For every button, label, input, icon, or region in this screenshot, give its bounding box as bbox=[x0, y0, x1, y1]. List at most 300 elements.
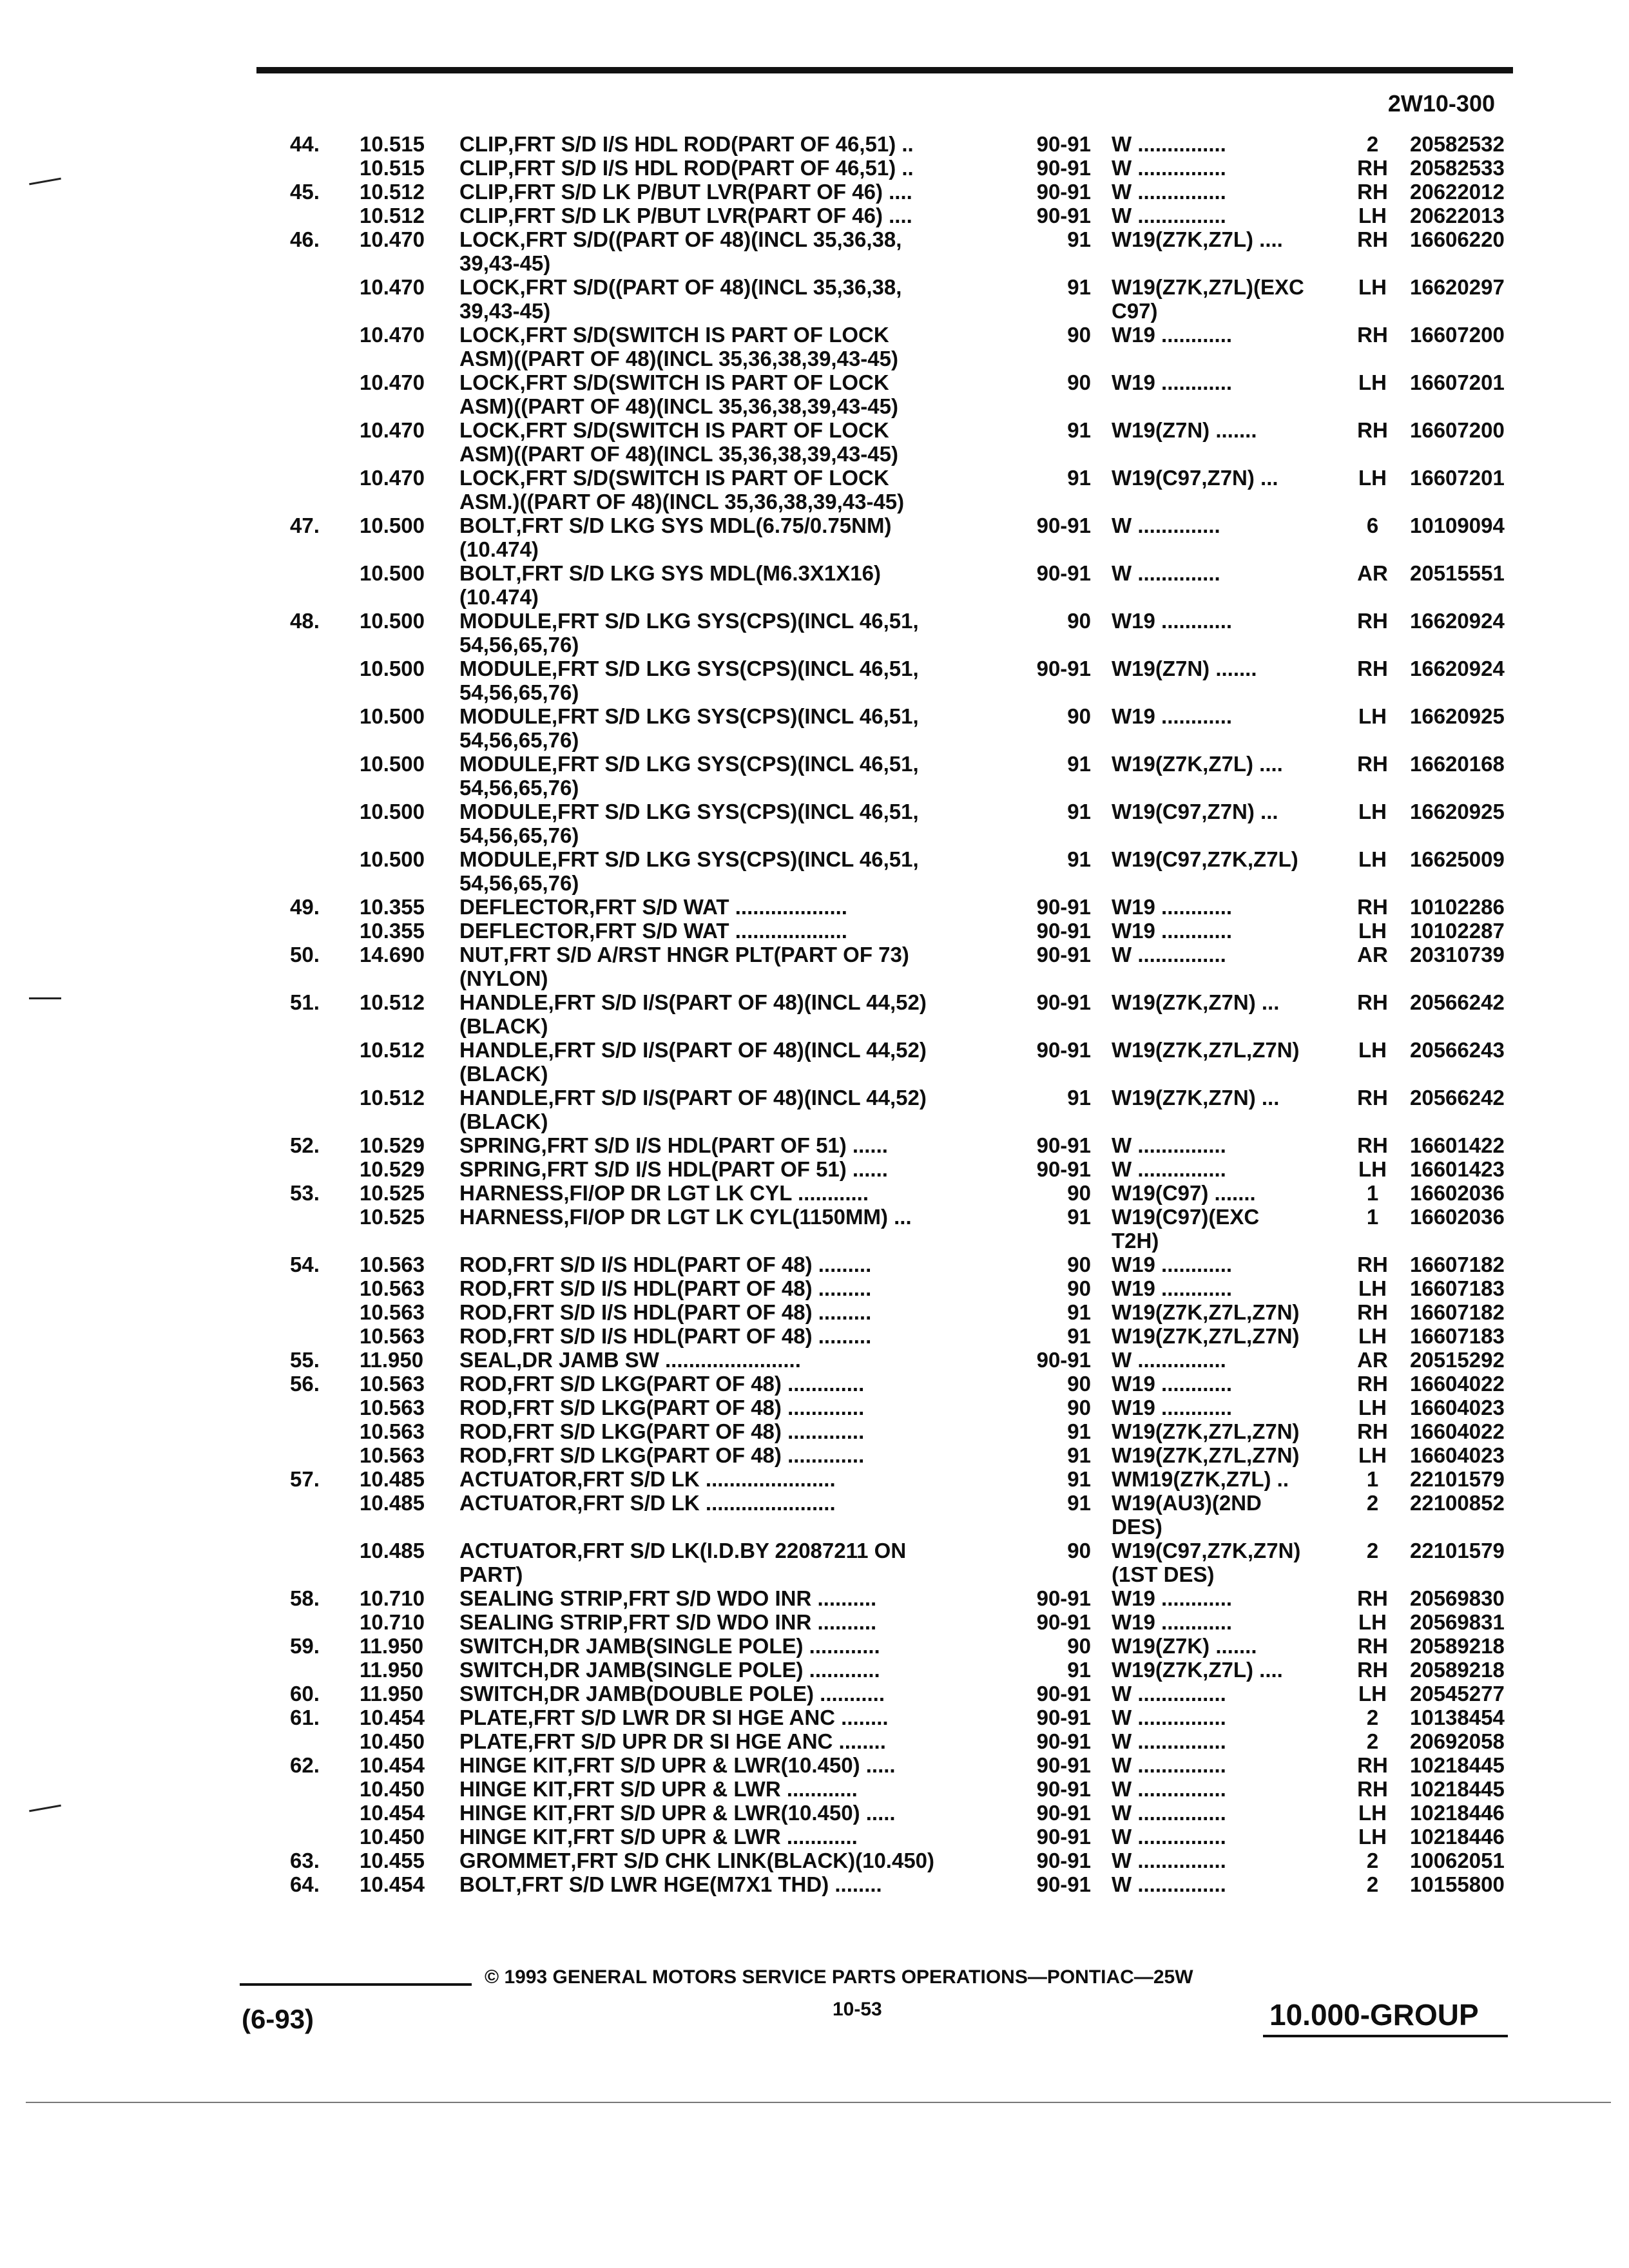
model-series: W19(Z7K,Z7L)(EXC C97) bbox=[1112, 275, 1304, 323]
quantity: 2 bbox=[1366, 1491, 1379, 1515]
parts-row bbox=[0, 1086, 1629, 1133]
quantity: LH bbox=[1358, 370, 1387, 394]
part-name: CLIP bbox=[459, 180, 508, 204]
parts-row bbox=[0, 1682, 1629, 1706]
part-description: ,FI/OP DR LGT LK CYL(1150MM) ... bbox=[563, 1205, 912, 1229]
model-years: 91 bbox=[1067, 1658, 1091, 1682]
group-code: 10.500 bbox=[360, 752, 425, 776]
part-description: ,FRT S/D LKG SYS(CPS)(INCL 46,51, 54,56,65,76) bbox=[459, 609, 919, 657]
model-series: W ............... bbox=[1112, 1348, 1226, 1372]
part-description: ,FRT S/D LK ...................... bbox=[577, 1491, 836, 1515]
part-number: 16620924 bbox=[1410, 657, 1505, 680]
part-description: ,FRT S/D UPR & LWR ............ bbox=[566, 1825, 858, 1849]
quantity: RH bbox=[1357, 895, 1388, 919]
item-number: 62. bbox=[290, 1753, 320, 1777]
group-code: 11.950 bbox=[360, 1634, 424, 1658]
parts-row bbox=[0, 1038, 1629, 1086]
quantity: 1 bbox=[1366, 1205, 1379, 1229]
part-number: 16607182 bbox=[1410, 1253, 1505, 1276]
part-description: ,FRT S/D WDO INR .......... bbox=[622, 1610, 877, 1634]
parts-row bbox=[0, 1181, 1629, 1205]
part-number: 20566242 bbox=[1410, 1086, 1505, 1110]
model-years: 90-91 bbox=[1036, 990, 1091, 1014]
parts-row bbox=[0, 752, 1629, 800]
part-number: 20566243 bbox=[1410, 1038, 1505, 1062]
model-series: W ............... bbox=[1112, 180, 1226, 204]
part-number: 10062051 bbox=[1410, 1849, 1505, 1872]
model-years: 90-91 bbox=[1036, 1777, 1091, 1801]
part-description: ,FRT S/D LKG SYS MDL(6.75/0.75NM) (10.474) bbox=[459, 514, 892, 561]
part-description: ,FRT S/D I/S HDL(PART OF 48) ......... bbox=[506, 1253, 872, 1276]
model-years: 91 bbox=[1067, 466, 1091, 490]
model-years: 90-91 bbox=[1036, 204, 1091, 227]
group-code: 10.500 bbox=[360, 704, 425, 728]
group-code: 10.515 bbox=[360, 132, 425, 156]
part-name: PLATE bbox=[459, 1729, 528, 1753]
group-code: 10.500 bbox=[360, 657, 425, 680]
part-name: SEAL bbox=[459, 1348, 517, 1372]
parts-row bbox=[0, 156, 1629, 180]
parts-row bbox=[0, 1753, 1629, 1777]
model-series: W .............. bbox=[1112, 514, 1220, 537]
part-number: 16607183 bbox=[1410, 1276, 1505, 1300]
quantity: RH bbox=[1357, 1777, 1388, 1801]
part-name: BOLT bbox=[459, 1872, 516, 1896]
model-years: 90-91 bbox=[1036, 1706, 1091, 1729]
part-name: HINGE KIT bbox=[459, 1801, 567, 1825]
quantity: 2 bbox=[1366, 1539, 1379, 1562]
quantity: RH bbox=[1357, 1586, 1388, 1610]
part-description: ,FRT S/D I/S(PART OF 48)(INCL 44,52) (BLACK) bbox=[459, 1086, 927, 1133]
part-number: 16602036 bbox=[1410, 1205, 1505, 1229]
parts-row bbox=[0, 1801, 1629, 1825]
part-name: DEFLECTOR bbox=[459, 919, 590, 943]
part-name: NUT bbox=[459, 943, 503, 966]
item-number: 54. bbox=[290, 1253, 320, 1276]
part-name: GROMMET bbox=[459, 1849, 571, 1872]
group-code: 10.563 bbox=[360, 1443, 425, 1467]
model-series: W19(Z7K,Z7N) ... bbox=[1112, 990, 1280, 1014]
model-series: W19(Z7K,Z7L) .... bbox=[1112, 227, 1283, 251]
part-number: 16604022 bbox=[1410, 1372, 1505, 1396]
group-code: 10.710 bbox=[360, 1586, 425, 1610]
part-description: ,DR JAMB(SINGLE POLE) ............ bbox=[543, 1634, 880, 1658]
quantity: AR bbox=[1357, 1348, 1388, 1372]
parts-row bbox=[0, 227, 1629, 275]
group-code: 10.500 bbox=[360, 561, 425, 585]
part-number: 10102286 bbox=[1410, 895, 1505, 919]
parts-row bbox=[0, 1157, 1629, 1181]
part-description: ,FRT S/D LK P/BUT LVR(PART OF 46) .... bbox=[508, 180, 912, 204]
part-name: ROD bbox=[459, 1372, 507, 1396]
group-code: 10.470 bbox=[360, 323, 425, 347]
part-number: 16620168 bbox=[1410, 752, 1505, 776]
group-code: 11.950 bbox=[360, 1682, 424, 1706]
part-number: 10218446 bbox=[1410, 1825, 1505, 1849]
part-description: ,FRT S/D LK(I.D.BY 22087211 ON PART) bbox=[459, 1539, 907, 1586]
part-description: ,DR JAMB(DOUBLE POLE) ........... bbox=[543, 1682, 885, 1706]
part-name: HARNESS bbox=[459, 1205, 564, 1229]
model-years: 90-91 bbox=[1036, 1157, 1091, 1181]
parts-row bbox=[0, 1443, 1629, 1467]
model-years: 90 bbox=[1067, 1253, 1091, 1276]
part-number: 20545277 bbox=[1410, 1682, 1505, 1706]
model-years: 90-91 bbox=[1036, 1753, 1091, 1777]
model-years: 91 bbox=[1067, 800, 1091, 823]
model-series: W19 ............ bbox=[1112, 609, 1233, 633]
model-series: W ............... bbox=[1112, 1706, 1226, 1729]
item-number: 58. bbox=[290, 1586, 320, 1610]
parts-row bbox=[0, 1276, 1629, 1300]
footer-group: 10.000-GROUP bbox=[1269, 1998, 1479, 2032]
part-number: 20589218 bbox=[1410, 1634, 1505, 1658]
footer-rule-bottom bbox=[1263, 2035, 1508, 2037]
model-years: 90-91 bbox=[1036, 943, 1091, 966]
model-years: 90-91 bbox=[1036, 1729, 1091, 1753]
part-name: HANDLE bbox=[459, 1086, 548, 1110]
model-series: W19(Z7N) ....... bbox=[1112, 418, 1257, 442]
model-series: W19(Z7K,Z7L,Z7N) bbox=[1112, 1324, 1300, 1348]
quantity: RH bbox=[1357, 752, 1388, 776]
parts-row bbox=[0, 847, 1629, 895]
parts-row bbox=[0, 1467, 1629, 1491]
quantity: LH bbox=[1358, 275, 1387, 299]
part-description: ,FRT S/D LK ...................... bbox=[577, 1467, 836, 1491]
model-series: W19 ............ bbox=[1112, 1610, 1233, 1634]
model-years: 90-91 bbox=[1036, 895, 1091, 919]
part-name: HINGE KIT bbox=[459, 1777, 567, 1801]
part-description: ,FRT S/D LKG SYS(CPS)(INCL 46,51, 54,56,65,76) bbox=[459, 657, 919, 704]
group-code: 10.454 bbox=[360, 1706, 425, 1729]
quantity: RH bbox=[1357, 657, 1388, 680]
part-name: SWITCH bbox=[459, 1634, 544, 1658]
model-series: W19 ............ bbox=[1112, 704, 1233, 728]
quantity: RH bbox=[1357, 1086, 1388, 1110]
parts-row bbox=[0, 1539, 1629, 1586]
quantity: RH bbox=[1357, 1372, 1388, 1396]
model-series: W ............... bbox=[1112, 1753, 1226, 1777]
model-series: W19 ............ bbox=[1112, 895, 1233, 919]
model-years: 90-91 bbox=[1036, 1610, 1091, 1634]
part-name: ROD bbox=[459, 1324, 507, 1348]
part-description: ,FRT S/D UPR & LWR ............ bbox=[566, 1777, 858, 1801]
model-series: W19 ............ bbox=[1112, 323, 1233, 347]
group-code: 10.485 bbox=[360, 1539, 425, 1562]
model-years: 90 bbox=[1067, 704, 1091, 728]
item-number: 47. bbox=[290, 514, 320, 537]
part-description: ,FRT S/D LKG(PART OF 48) ............. bbox=[506, 1419, 865, 1443]
item-number: 45. bbox=[290, 180, 320, 204]
model-years: 90 bbox=[1067, 1181, 1091, 1205]
quantity: LH bbox=[1358, 1276, 1387, 1300]
group-code: 10.563 bbox=[360, 1396, 425, 1419]
model-years: 90-91 bbox=[1036, 657, 1091, 680]
part-name: ROD bbox=[459, 1443, 507, 1467]
quantity: LH bbox=[1358, 1610, 1387, 1634]
part-description: ,FRT S/D I/S HDL(PART OF 48) ......... bbox=[506, 1324, 872, 1348]
quantity: 2 bbox=[1366, 1872, 1379, 1896]
model-series: W19 ............ bbox=[1112, 1253, 1233, 1276]
part-description: ,FRT S/D(SWITCH IS PART OF LOCK ASM.)((PART OF 48)(INCL 35,36,38,39,43-45) bbox=[459, 466, 905, 514]
group-code: 10.454 bbox=[360, 1801, 425, 1825]
parts-row bbox=[0, 1634, 1629, 1658]
part-description: ,FRT S/D UPR & LWR(10.450) ..... bbox=[566, 1801, 896, 1825]
quantity: RH bbox=[1357, 1753, 1388, 1777]
model-series: W19(Z7K) ....... bbox=[1112, 1634, 1257, 1658]
model-years: 90-91 bbox=[1036, 919, 1091, 943]
item-number: 49. bbox=[290, 895, 320, 919]
parts-row bbox=[0, 1491, 1629, 1539]
model-series: W19(C97,Z7K,Z7L) bbox=[1112, 847, 1298, 871]
group-code: 10.525 bbox=[360, 1205, 425, 1229]
part-description: ,FRT S/D A/RST HNGR PLT(PART OF 73) (NYLON) bbox=[459, 943, 909, 990]
parts-row bbox=[0, 609, 1629, 657]
part-number: 16606220 bbox=[1410, 227, 1505, 251]
part-number: 20589218 bbox=[1410, 1658, 1505, 1682]
quantity: LH bbox=[1358, 800, 1387, 823]
quantity: LH bbox=[1358, 1396, 1387, 1419]
model-series: W ............... bbox=[1112, 1801, 1226, 1825]
part-number: 20622012 bbox=[1410, 180, 1505, 204]
part-description: ,FRT S/D((PART OF 48)(INCL 35,36,38, 39,43-45) bbox=[459, 275, 902, 323]
model-series: W ............... bbox=[1112, 156, 1226, 180]
group-code: 10.563 bbox=[360, 1372, 425, 1396]
model-years: 91 bbox=[1067, 1324, 1091, 1348]
group-code: 10.512 bbox=[360, 204, 425, 227]
quantity: LH bbox=[1358, 1682, 1387, 1706]
model-series: W ............... bbox=[1112, 1849, 1226, 1872]
quantity: RH bbox=[1357, 418, 1388, 442]
model-years: 90-91 bbox=[1036, 1682, 1091, 1706]
part-number: 20310739 bbox=[1410, 943, 1505, 966]
part-number: 10138454 bbox=[1410, 1706, 1505, 1729]
part-name: MODULE bbox=[459, 704, 552, 728]
part-description: ,FRT S/D((PART OF 48)(INCL 35,36,38, 39,43-45) bbox=[459, 227, 902, 275]
part-description: ,FRT S/D I/S HDL(PART OF 48) ......... bbox=[506, 1276, 872, 1300]
parts-row bbox=[0, 1348, 1629, 1372]
group-code: 10.512 bbox=[360, 1086, 425, 1110]
parts-row bbox=[0, 204, 1629, 227]
quantity: RH bbox=[1357, 1300, 1388, 1324]
model-series: W19(Z7K,Z7L) .... bbox=[1112, 752, 1283, 776]
group-code: 10.500 bbox=[360, 609, 425, 633]
part-name: LOCK bbox=[459, 418, 520, 442]
model-series: W19(C97,Z7N) ... bbox=[1112, 466, 1278, 490]
part-description: ,FRT S/D I/S HDL(PART OF 51) ...... bbox=[541, 1133, 888, 1157]
part-number: 20569830 bbox=[1410, 1586, 1505, 1610]
parts-row bbox=[0, 1372, 1629, 1396]
part-number: 16602036 bbox=[1410, 1181, 1505, 1205]
quantity: RH bbox=[1357, 180, 1388, 204]
part-description: ,FRT S/D LKG(PART OF 48) ............. bbox=[506, 1443, 865, 1467]
group-code: 11.950 bbox=[360, 1348, 424, 1372]
part-number: 16620925 bbox=[1410, 800, 1505, 823]
part-number: 10102287 bbox=[1410, 919, 1505, 943]
part-number: 16607201 bbox=[1410, 466, 1505, 490]
model-years: 90-91 bbox=[1036, 514, 1091, 537]
quantity: 2 bbox=[1366, 1729, 1379, 1753]
part-number: 16620297 bbox=[1410, 275, 1505, 299]
quantity: LH bbox=[1358, 1825, 1387, 1849]
model-series: W19 ............ bbox=[1112, 1276, 1233, 1300]
quantity: LH bbox=[1358, 1324, 1387, 1348]
quantity: LH bbox=[1358, 1038, 1387, 1062]
quantity: LH bbox=[1358, 704, 1387, 728]
parts-row bbox=[0, 1133, 1629, 1157]
quantity: RH bbox=[1357, 227, 1388, 251]
group-code: 10.529 bbox=[360, 1133, 425, 1157]
part-number: 16604022 bbox=[1410, 1419, 1505, 1443]
part-name: ROD bbox=[459, 1276, 507, 1300]
part-number: 10218445 bbox=[1410, 1753, 1505, 1777]
part-description: ,FRT S/D LKG SYS(CPS)(INCL 46,51, 54,56,65,76) bbox=[459, 800, 919, 847]
quantity: RH bbox=[1357, 609, 1388, 633]
part-name: BOLT bbox=[459, 514, 516, 537]
part-description: ,FRT S/D I/S HDL ROD(PART OF 46,51) .. bbox=[508, 132, 914, 156]
model-years: 90 bbox=[1067, 609, 1091, 633]
model-years: 91 bbox=[1067, 1205, 1091, 1229]
group-code: 10.515 bbox=[360, 156, 425, 180]
part-number: 20582532 bbox=[1410, 132, 1505, 156]
part-number: 16604023 bbox=[1410, 1443, 1505, 1467]
group-code: 10.355 bbox=[360, 895, 425, 919]
group-code: 10.470 bbox=[360, 466, 425, 490]
quantity: LH bbox=[1358, 1801, 1387, 1825]
parts-row bbox=[0, 370, 1629, 418]
part-description: ,FRT S/D WAT ................... bbox=[589, 919, 847, 943]
group-code: 10.563 bbox=[360, 1253, 425, 1276]
part-description: ,FRT S/D LKG(PART OF 48) ............. bbox=[506, 1372, 865, 1396]
group-code: 10.512 bbox=[360, 180, 425, 204]
part-description: ,DR JAMB SW ....................... bbox=[516, 1348, 801, 1372]
part-description: ,FRT S/D UPR & LWR(10.450) ..... bbox=[566, 1753, 896, 1777]
quantity: 6 bbox=[1366, 514, 1379, 537]
model-series: W ............... bbox=[1112, 1872, 1226, 1896]
part-number: 10218445 bbox=[1410, 1777, 1505, 1801]
model-years: 91 bbox=[1067, 418, 1091, 442]
model-years: 91 bbox=[1067, 1491, 1091, 1515]
parts-row bbox=[0, 1300, 1629, 1324]
part-number: 10109094 bbox=[1410, 514, 1505, 537]
part-number: 22101579 bbox=[1410, 1467, 1505, 1491]
item-number: 46. bbox=[290, 227, 320, 251]
item-number: 51. bbox=[290, 990, 320, 1014]
part-name: SEALING STRIP bbox=[459, 1610, 623, 1634]
footer-date: (6-93) bbox=[242, 2004, 314, 2034]
part-number: 16607182 bbox=[1410, 1300, 1505, 1324]
part-name: LOCK bbox=[459, 275, 520, 299]
part-number: 20582533 bbox=[1410, 156, 1505, 180]
item-number: 60. bbox=[290, 1682, 320, 1706]
part-description: ,FRT S/D I/S(PART OF 48)(INCL 44,52) (BLACK) bbox=[459, 1038, 927, 1086]
model-series: W19 ............ bbox=[1112, 1372, 1233, 1396]
page-code: 2W10-300 bbox=[1387, 90, 1495, 117]
part-description: ,FRT S/D I/S(PART OF 48)(INCL 44,52) (BLACK) bbox=[459, 990, 927, 1038]
model-series: W19(Z7K,Z7L,Z7N) bbox=[1112, 1443, 1300, 1467]
model-series: W .............. bbox=[1112, 561, 1220, 585]
model-series: W19(C97,Z7N) ... bbox=[1112, 800, 1278, 823]
model-series: W19(Z7K,Z7L,Z7N) bbox=[1112, 1419, 1300, 1443]
part-description: ,FRT S/D LKG SYS MDL(M6.3X1X16) (10.474) bbox=[459, 561, 881, 609]
item-number: 57. bbox=[290, 1467, 320, 1491]
quantity: LH bbox=[1358, 847, 1387, 871]
part-description: ,FRT S/D(SWITCH IS PART OF LOCK ASM)((PART OF 48)(INCL 35,36,38,39,43-45) bbox=[459, 370, 898, 418]
part-name: PLATE bbox=[459, 1706, 528, 1729]
group-code: 10.450 bbox=[360, 1777, 425, 1801]
parts-row bbox=[0, 1658, 1629, 1682]
parts-row bbox=[0, 1849, 1629, 1872]
part-name: MODULE bbox=[459, 800, 552, 823]
group-code: 10.485 bbox=[360, 1491, 425, 1515]
part-name: LOCK bbox=[459, 466, 520, 490]
model-series: W19(AU3)(2ND DES) bbox=[1112, 1491, 1262, 1539]
model-series: W19(C97)(EXC T2H) bbox=[1112, 1205, 1260, 1253]
part-number: 16607200 bbox=[1410, 323, 1505, 347]
model-years: 90-91 bbox=[1036, 132, 1091, 156]
group-code: 10.470 bbox=[360, 227, 425, 251]
parts-row bbox=[0, 323, 1629, 370]
part-name: ACTUATOR bbox=[459, 1491, 577, 1515]
model-years: 90 bbox=[1067, 1276, 1091, 1300]
parts-row bbox=[0, 943, 1629, 990]
group-code: 10.500 bbox=[360, 800, 425, 823]
parts-row bbox=[0, 132, 1629, 156]
part-name: SPRING bbox=[459, 1157, 541, 1181]
parts-row bbox=[0, 275, 1629, 323]
model-years: 91 bbox=[1067, 1467, 1091, 1491]
part-name: LOCK bbox=[459, 227, 520, 251]
footer-page-number: 10-53 bbox=[833, 1999, 882, 2020]
quantity: 2 bbox=[1366, 1706, 1379, 1729]
quantity: RH bbox=[1357, 1253, 1388, 1276]
part-number: 16601423 bbox=[1410, 1157, 1505, 1181]
model-years: 90 bbox=[1067, 1372, 1091, 1396]
item-number: 52. bbox=[290, 1133, 320, 1157]
parts-row bbox=[0, 466, 1629, 514]
model-years: 90-91 bbox=[1036, 561, 1091, 585]
model-years: 91 bbox=[1067, 847, 1091, 871]
part-number: 16625009 bbox=[1410, 847, 1505, 871]
model-years: 90-91 bbox=[1036, 156, 1091, 180]
parts-row bbox=[0, 1729, 1629, 1753]
model-series: W ............... bbox=[1112, 1157, 1226, 1181]
parts-row bbox=[0, 919, 1629, 943]
part-number: 22101579 bbox=[1410, 1539, 1505, 1562]
model-years: 91 bbox=[1067, 752, 1091, 776]
part-number: 10155800 bbox=[1410, 1872, 1505, 1896]
part-description: ,FRT S/D LKG SYS(CPS)(INCL 46,51, 54,56,65,76) bbox=[459, 752, 919, 800]
parts-row bbox=[0, 1419, 1629, 1443]
quantity: LH bbox=[1358, 466, 1387, 490]
part-description: ,FRT S/D WAT ................... bbox=[589, 895, 847, 919]
parts-row bbox=[0, 1777, 1629, 1801]
group-code: 10.529 bbox=[360, 1157, 425, 1181]
part-description: ,FRT S/D I/S HDL ROD(PART OF 46,51) .. bbox=[508, 156, 914, 180]
item-number: 59. bbox=[290, 1634, 320, 1658]
model-years: 90 bbox=[1067, 370, 1091, 394]
model-years: 90-91 bbox=[1036, 1586, 1091, 1610]
model-series: W19(Z7K,Z7L) .... bbox=[1112, 1658, 1283, 1682]
model-series: W19(Z7K,Z7L,Z7N) bbox=[1112, 1300, 1300, 1324]
part-name: CLIP bbox=[459, 132, 508, 156]
quantity: RH bbox=[1357, 156, 1388, 180]
scan-edge-line bbox=[26, 2102, 1611, 2103]
model-years: 90-91 bbox=[1036, 1038, 1091, 1062]
parts-row bbox=[0, 561, 1629, 609]
parts-row bbox=[0, 1324, 1629, 1348]
quantity: RH bbox=[1357, 323, 1388, 347]
item-number: 53. bbox=[290, 1181, 320, 1205]
